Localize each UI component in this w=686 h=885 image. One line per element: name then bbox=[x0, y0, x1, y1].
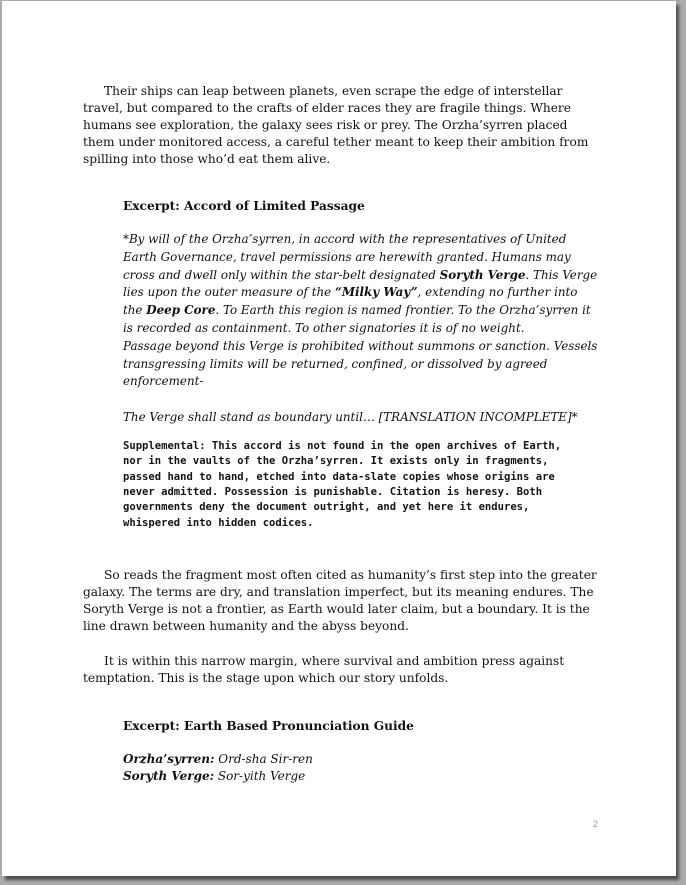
pronunciation-list bbox=[123, 751, 599, 785]
pronunciation-term: Soryth Verge: bbox=[123, 769, 215, 783]
pronunciation-entry bbox=[123, 768, 599, 785]
excerpt-pronunciation bbox=[123, 718, 599, 785]
accord-body bbox=[123, 231, 599, 391]
pronunciation-guide-title: Excerpt: Earth Based Pronunciation Guide bbox=[123, 719, 414, 733]
term-milky-way: “Milky Way” bbox=[335, 285, 418, 300]
paragraph-margin: It is within this narrow margin, where survival and ambition press against temptation. This is the stage upon which our story unfolds. bbox=[83, 654, 565, 685]
document-page bbox=[2, 1, 676, 876]
paragraph-opening: Their ships can leap between planets, even scrape the edge of interstellar travel, but compared to the crafts of elder races they are fragile things. Where humans see exploration, the galaxy sees risk or prey. The Orzha’syrren placed them under monitored access, a careful tether meant to keep their ambition from spilling into those who’d eat them alive. bbox=[83, 84, 589, 166]
supplemental-note: Supplemental: This accord is not found in the open archives of Earth, nor in the vaults of the Orzha’syrren. It exists only in fragments, passed hand to hand, etched into data-slate copies whose origins are never admitted. Possession is punishable. Citation is heresy. Both governments deny the document outright, and yet here it endures, whispered into hidden codices. bbox=[123, 439, 562, 529]
pronunciation-term: Orzha’syrren: bbox=[123, 752, 215, 766]
accord-closing: The Verge shall stand as boundary until… [TRANSLATION INCOMPLETE]* bbox=[123, 410, 578, 425]
accord-passage: Passage beyond this Verge is prohibited without summons or sanction. Vessels transgressing limits will be returned, confined, or dissolved by agreed enforcement- bbox=[123, 338, 598, 389]
term-soryth-verge: Soryth Verge bbox=[439, 267, 526, 282]
accord-paragraph: *By will of the Orzha’syrren, in accord with the representatives of United Earth Governance, travel permissions are herewith granted. Humans may cross and dwell only within the star-belt designated Soryth Verge. This Verge lies upon the outer measure of the “Milky Way”, extending no further into the Deep Core. To Earth this region is named frontier. To the Orzha’syrren it is recorded as containment. To other signatories it is of no weight. bbox=[123, 232, 598, 335]
pronunciation-entry bbox=[123, 751, 599, 768]
excerpt-accord bbox=[123, 198, 599, 531]
term-deep-core: Deep Core bbox=[146, 303, 216, 318]
pronunciation-value: Sor-yith Verge bbox=[217, 769, 306, 783]
paragraph-fragment: So reads the fragment most often cited as humanity’s first step into the greater galaxy. The terms are dry, and translation imperfect, but its meaning endures. The Soryth Verge is not a frontier, as Earth would later claim, but a boundary. It is the line drawn between humanity and the abyss beyond. bbox=[83, 568, 597, 633]
excerpt-accord-title: Excerpt: Accord of Limited Passage bbox=[123, 199, 365, 213]
page-number: 2 bbox=[593, 819, 599, 829]
pronunciation-value: Ord-sha Sir-ren bbox=[218, 752, 313, 766]
